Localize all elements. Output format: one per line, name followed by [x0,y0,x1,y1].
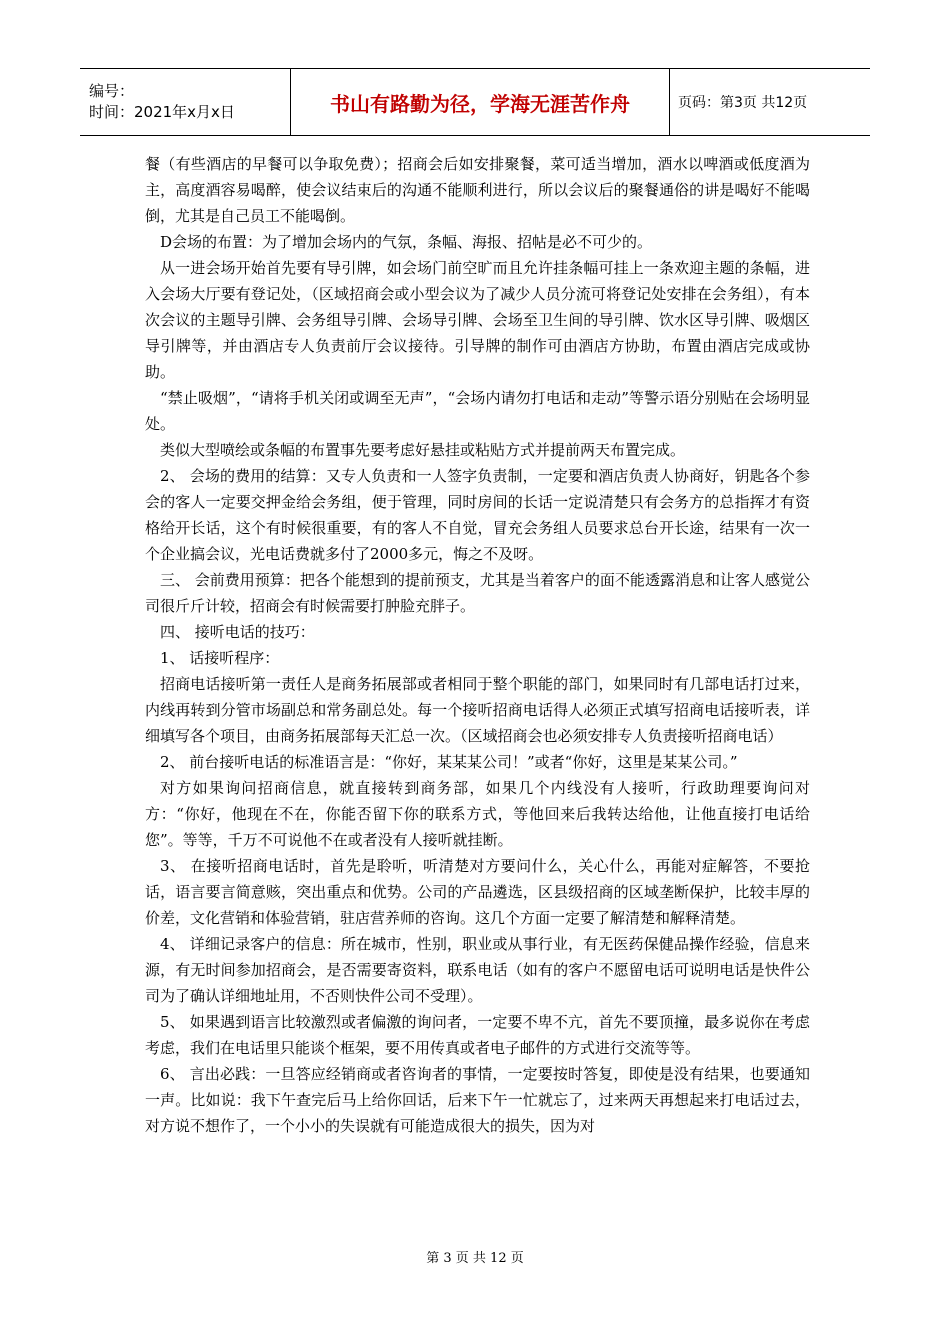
paragraph: 4、 详细记录客户的信息：所在城市，性别，职业或从事行业，有无医药保健品操作经验，信息来源，有无时间参加招商会，是否需要寄资料，联系电话（如有的客户不愿留电话可说明电话是快件公司为了确认详细地址用，不否则快件公司不受理）。 [145,935,810,1005]
document-body [145,151,810,1139]
document-date: 时间：2021年x月x日 [89,103,235,121]
section-heading: 四、 接听电话的技巧： [160,623,315,641]
paragraph: 从一进会场开始首先要有导引牌，如会场门前空旷而且允许挂条幅可挂上一条欢迎主题的条幅，进入会场大厅要有登记处，（区域招商会或小型会议为了减少人员分流可将登记处安排在会务组），有本次会议的主题导引牌、会务组导引牌、会场导引牌、会场至卫生间的导引牌、饮水区导引牌、吸烟区导引牌等，并由酒店专人负责前厅会议接待。引导牌的制作可由酒店方协助，布置由酒店完成或协助。 [145,259,810,381]
paragraph: 5、 如果遇到语言比较激烈或者偏激的询问者，一定要不卑不亢，首先不要顶撞，最多说你在考虑考虑，我们在电话里只能谈个框架，要不用传真或者电子邮件的方式进行交流等等。 [145,1013,810,1057]
paragraph: D会场的布置：为了增加会场内的气氛，条幅、海报、招帖是必不可少的。 [160,233,653,251]
page-header [80,68,870,136]
paragraph: 2、 会场的费用的结算：又专人负责和一人签字负责制，一定要和酒店负责人协商好，钥匙各个参会的客人一定要交押金给会务组，便于管理，同时房间的长话一定说清楚只有会务方的总指挥才有资格给开长话，这个有时候很重要，有的客人不自觉，冒充会务组人员要求总台开长途，结果有一次一个企业搞会议，光电话费就多付了2000多元，悔之不及呀。 [145,467,810,563]
paragraph: 招商电话接听第一责任人是商务拓展部或者相同于整个职能的部门，如果同时有几部电话打过来，内线再转到分管市场副总和常务副总处。每一个接听招商电话得人必须正式填写招商电话接听表，详细填写各个项目，由商务拓展部每天汇总一次。（区域招商会也必须安排专人负责接听招商电话） [145,675,810,745]
header-motto: 书山有路勤为径，学海无涯苦作舟 [291,69,670,136]
page-footer: 第 3 页 共 12 页 [426,1251,524,1266]
subsection-heading: 1、 话接听程序： [160,649,280,667]
header-page-info: 页码：第3页 共12页 [670,69,871,136]
paragraph: 6、 言出必践：一旦答应经销商或者咨询者的事情，一定要按时答复，即使是没有结果，也要通知一声。比如说：我下午查完后马上给你回话，后来下午一忙就忘了，过来两天再想起来打电话过去，对方说不想作了，一个小小的失误就有可能造成很大的损失，因为对 [145,1065,810,1135]
paragraph: “禁止吸烟”，“请将手机关闭或调至无声”，“会场内请勿打电话和走动”等警示语分别贴在会场明显处。 [145,389,810,433]
paragraph: 对方如果询问招商信息，就直接转到商务部，如果几个内线没有人接听，行政助理要询问对方：“你好，他现在不在，你能否留下你的联系方式，等他回来后我转达给他，让他直接打电话给您”。等等，千万不可说他不在或者没有人接听就挂断。 [145,779,810,849]
paragraph: 2、 前台接听电话的标准语言是：“你好，某某某公司！”或者“你好，这里是某某公司。” [160,753,738,771]
paragraph: 三、 会前费用预算：把各个能想到的提前预支，尤其是当着客户的面不能透露消息和让客人感觉公司很斤斤计较，招商会有时候需要打肿脸充胖子。 [145,571,810,615]
document-number-label: 编号： [89,82,135,100]
paragraph: 类似大型喷绘或条幅的布置事先要考虑好悬挂或粘贴方式并提前两天布置完成。 [160,441,686,459]
header-meta [80,69,291,136]
paragraph: 餐（有些酒店的早餐可以争取免费）；招商会后如安排聚餐，菜可适当增加，酒水以啤酒或低度酒为主，高度酒容易喝醉，使会议结束后的沟通不能顺利进行，所以会议后的聚餐通俗的讲是喝好不能喝倒，尤其是自己员工不能喝倒。 [145,155,810,225]
paragraph: 3、 在接听招商电话时，首先是聆听，听清楚对方要问什么，关心什么，再能对症解答，不要抢话，语言要言简意赅，突出重点和优势。公司的产品遴选，区县级招商的区域垄断保护，比较丰厚的价差，文化营销和体验营销，驻店营养师的咨询。这几个方面一定要了解清楚和解释清楚。 [145,857,810,927]
